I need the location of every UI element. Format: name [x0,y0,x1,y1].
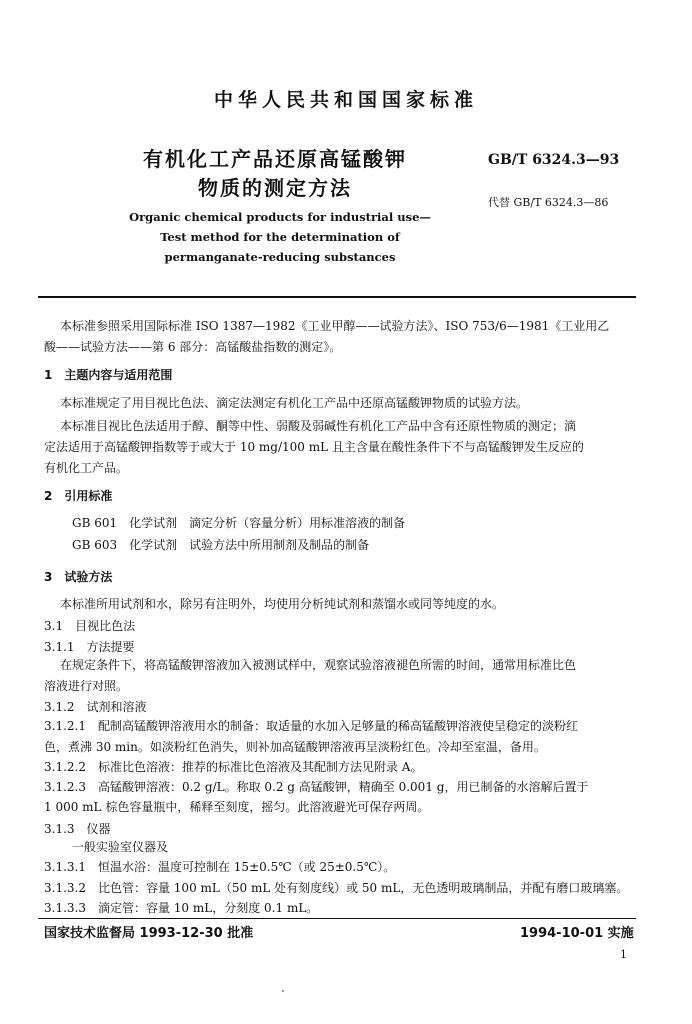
section-3-1-1-line2: 溶液进行对照。 [44,679,129,693]
title-en-line3: permanganate-reducing substances [164,250,396,264]
reference-gb603: GB 603 化学试剂 试验方法中所用制剂及制品的制备 [72,538,370,552]
title-cn-line2: 物质的测定方法 [198,176,352,200]
section-3-1-heading: 3.1 目视比色法 [44,619,136,633]
national-standard-header: 中华人民共和国国家标准 [213,89,478,111]
section3-heading: 3 试验方法 [44,570,113,584]
page-number: 1 [620,948,627,961]
section1-paragraph1: 本标准规定了用目视比色法、滴定法测定有机化工产品中还原高锰酸钾物质的试验方法。 [60,396,529,410]
section-3-1-2-1-line1: 3.1.2.1 配制高锰酸钾溶液用水的制备：取适量的水加入足够量的稀高锰酸钾溶液使呈稳定的淡粉红 [44,719,578,733]
title-cn-line1: 有机化工产品还原高锰酸钾 [143,147,407,171]
section-3-1-3-3: 3.1.3.3 滴定管：容量 10 mL，分刻度 0.1 mL。 [44,901,319,915]
section-3-1-3-1: 3.1.3.1 恒温水浴：温度可控制在 15±0.5℃（或 25±0.5℃）。 [44,860,396,874]
section1-heading: 1 主题内容与适用范围 [44,368,173,382]
standard-code: GB/T 6324.3—93 [488,152,620,168]
section-3-1-2-3-line2: 1 000 mL 棕色容量瓶中，稀释至刻度，摇匀。此溶液避光可保存两周。 [44,800,430,814]
header-divider [38,296,636,298]
section-3-1-3-2: 3.1.3.2 比色管：容量 100 mL（50 mL 处有刻度线）或 50 mL，无色透明玻璃制品，并配有磨口玻璃塞。 [44,881,629,895]
section-3-1-2-2: 3.1.2.2 标准比色溶液：推荐的标准比色溶液及其配制方法见附录 A。 [44,760,423,774]
intro-line2: 酸——试验方法——第 6 部分：高锰酸盐指数的测定》。 [44,340,342,354]
effective-date: 1994-10-01 实施 [520,926,634,941]
section2-heading: 2 引用标准 [44,489,113,503]
section-3-1-2-heading: 3.1.2 试剂和溶液 [44,700,147,714]
intro-line1: 本标准参照采用国际标准 ISO 1387—1982《工业甲醇——试验方法》、ISO 753/6—1981《工业用乙 [60,319,610,333]
footer-divider [38,918,636,919]
section-3-1-3-intro: 一般实验室仪器及 [72,840,169,854]
approval-date: 国家技术监督局 1993-12-30 批准 [44,926,254,941]
title-en-line2: Test method for the determination of [160,230,400,244]
scan-speck [282,990,284,992]
reference-gb601: GB 601 化学试剂 滴定分析（容量分析）用标准溶液的制备 [72,516,406,530]
section1-paragraph2-line1: 本标准目视比色法适用于醇、酮等中性、弱酸及弱碱性有机化工产品中含有还原性物质的测定；滴 [60,419,577,433]
section-3-1-1-heading: 3.1.1 方法提要 [44,640,135,654]
section-3-1-1-line1: 在规定条件下，将高锰酸钾溶液加入被测试样中，观察试验溶液褪色所需的时间，通常用标准比色 [60,658,577,672]
section-3-1-3-heading: 3.1.3 仪器 [44,822,111,836]
section1-paragraph2-line2: 定法适用于高锰酸钾指数等于或大于 10 mg/100 mL 且主含量在酸性条件下不与高锰酸钾发生反应的 [44,440,584,454]
section3-paragraph1: 本标准所用试剂和水，除另有注明外，均使用分析纯试剂和蒸馏水或同等纯度的水。 [60,597,505,611]
section-3-1-2-3-line1: 3.1.2.3 高锰酸钾溶液：0.2 g/L。称取 0.2 g 高锰酸钾，精确至 0.001 g，用已制备的水溶解后置于 [44,780,589,794]
title-en-line1: Organic chemical products for industrial use— [129,210,431,224]
section1-paragraph2-line3: 有机化工产品。 [44,461,129,475]
section-3-1-2-1-line2: 色，煮沸 30 min。如淡粉红色消失，则补加高锰酸钾溶液再呈淡粉红色。冷却至室温，备用。 [44,740,546,754]
replaces-note: 代替 GB/T 6324.3—86 [488,196,609,209]
